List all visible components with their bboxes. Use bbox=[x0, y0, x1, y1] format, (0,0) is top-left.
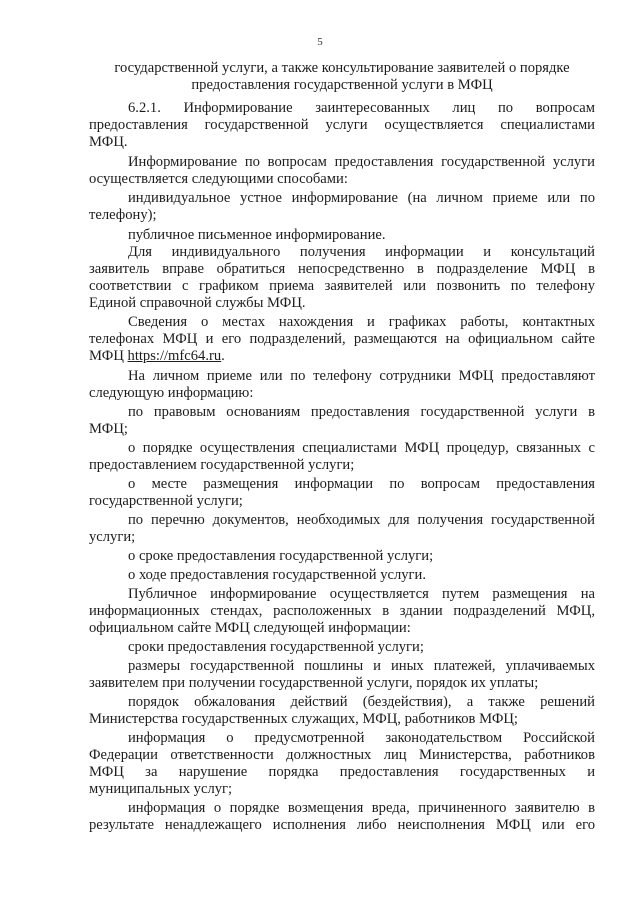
text-line: 6.2.1. Информирование заинтересованных лиц по вопросам bbox=[128, 100, 595, 116]
text-line: информация о порядке возмещения вреда, причиненного заявителю в bbox=[128, 800, 595, 816]
text-line: услуги; bbox=[89, 529, 136, 545]
text-line: о месте размещения информации по вопросам предоставления bbox=[128, 476, 595, 492]
text-line: о ходе предоставления государственной услуги. bbox=[128, 567, 426, 583]
text-line: государственной услуги, а также консультирование заявителей о порядке bbox=[114, 60, 570, 76]
text-line: заявитель вправе обратиться непосредственно в подразделение МФЦ в bbox=[89, 261, 595, 277]
text-line: МФЦ за нарушение порядка предоставления государственных и bbox=[89, 764, 595, 780]
text-line: соответствии с графиком приема заявителей или позвонить по телефону bbox=[89, 278, 595, 294]
text-line: предоставления государственной услуги в МФЦ bbox=[191, 77, 493, 93]
text-line: сроки предоставления государственной услуги; bbox=[128, 639, 424, 655]
website-link[interactable]: https://mfc64.ru bbox=[127, 348, 222, 364]
text-fragment: . bbox=[221, 348, 225, 364]
text-line: по правовым основаниям предоставления государственной услуги в bbox=[128, 404, 595, 420]
text-line: предоставлением государственной услуги; bbox=[89, 457, 355, 473]
text-line: Информирование по вопросам предоставления государственной услуги bbox=[128, 154, 595, 170]
text-line: по перечню документов, необходимых для получения государственной bbox=[128, 512, 595, 528]
text-line bbox=[89, 348, 595, 365]
text-line: Публичное информирование осуществляется путем размещения на bbox=[128, 586, 595, 602]
text-line: публичное письменное информирование. bbox=[128, 227, 386, 243]
text-line: Сведения о местах нахождения и графиках работы, контактных bbox=[128, 314, 595, 330]
text-line: индивидуальное устное информирование (на личном приеме или по bbox=[128, 190, 595, 206]
text-line: порядок обжалования действий (бездействия), а также решений bbox=[128, 694, 595, 710]
text-line: Единой справочной службы МФЦ. bbox=[89, 295, 306, 311]
text-fragment: МФЦ bbox=[89, 348, 128, 364]
text-line: размеры государственной пошлины и иных платежей, уплачиваемых bbox=[128, 658, 595, 674]
text-line: телефонах МФЦ и его подразделений, размещаются на официальном сайте bbox=[89, 331, 595, 347]
text-line: Для индивидуального получения информации и консультаций bbox=[128, 244, 595, 260]
text-line: следующую информацию: bbox=[89, 385, 254, 401]
text-line: результате ненадлежащего исполнения либо неисполнения МФЦ или его bbox=[89, 817, 595, 833]
text-line: МФЦ; bbox=[89, 421, 128, 437]
text-line: осуществляется следующими способами: bbox=[89, 171, 348, 187]
text-line: информационных стендах, расположенных в здании подразделений МФЦ, bbox=[89, 603, 595, 619]
text-line: о сроке предоставления государственной услуги; bbox=[128, 548, 434, 564]
text-line: предоставления государственной услуги осуществляется специалистами bbox=[89, 117, 595, 133]
text-line: заявителем при получении государственной услуги, порядок их уплаты; bbox=[89, 675, 539, 691]
text-line: государственной услуги; bbox=[89, 493, 243, 509]
text-line: информация о предусмотренной законодательством Российской bbox=[128, 730, 595, 746]
text-line: МФЦ. bbox=[89, 134, 128, 150]
page-number: 5 bbox=[317, 36, 323, 48]
text-line: На личном приеме или по телефону сотрудники МФЦ предоставляют bbox=[128, 368, 595, 384]
text-line: о порядке осуществления специалистами МФЦ процедур, связанных с bbox=[128, 440, 595, 456]
text-line: официальном сайте МФЦ следующей информации: bbox=[89, 620, 411, 636]
text-line: муниципальных услуг; bbox=[89, 781, 233, 797]
text-line: Федерации ответственности должностных лиц Министерства, работников bbox=[89, 747, 595, 763]
text-line: Министерства государственных служащих, МФЦ, работников МФЦ; bbox=[89, 711, 518, 727]
text-line: телефону); bbox=[89, 207, 157, 223]
